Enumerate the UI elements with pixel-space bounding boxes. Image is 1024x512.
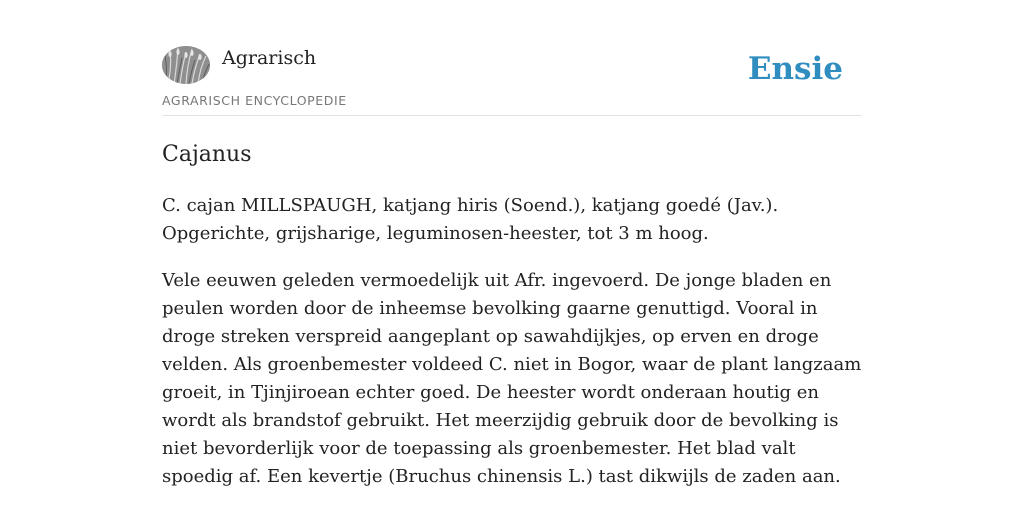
article-paragraph-1: C. cajan MILLSPAUGH, katjang hiris (Soend.), katjang goedé (Jav.). Opgerichte, grijsharige, leguminosen-heester, tot 3 m hoog. — [162, 195, 779, 244]
page — [162, 0, 862, 487]
brand-logo[interactable]: Ensie — [747, 51, 843, 87]
article-paragraph-2: Vele eeuwen geleden vermoedelijk uit Afr. ingevoerd. De jonge bladen en peulen worden door de inheemse bevolking gaarne genuttigd. Vooral in droge streken verspreid aangeplant op sawahdijkjes, op erven en droge velden. Als groenbemester voldeed C. niet in Bogor, waar de plant langzaam groeit, in Tjinjiroean echter goed. De heester wordt onderaan houtig en wordt als brandstof gebruikt. Het meerzijdig gebruik door de bevolking is niet bevorderlijk voor de toepassing als groenbemester. Het blad valt spoedig af. Een kevertje (Bruchus chinensis L.) tast dikwijls de zaden aan. — [162, 270, 862, 487]
source-name[interactable]: Agrarisch — [222, 47, 317, 69]
source-subtitle: AGRARISCH ENCYCLOPEDIE — [162, 93, 347, 108]
header — [162, 0, 862, 116]
page-title: Cajanus — [162, 142, 252, 167]
wheat-engraving-icon[interactable] — [162, 46, 210, 84]
